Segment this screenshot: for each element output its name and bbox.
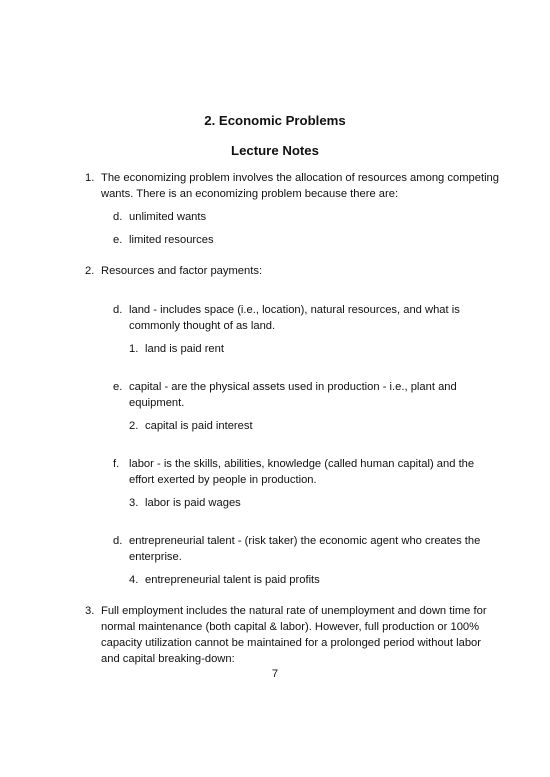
item-2-sub-4-note-marker: 4. [129, 574, 139, 586]
item-2-sub-3-note-marker: 3. [129, 497, 139, 509]
item-3-line-4: and capital breaking-down: [101, 653, 235, 665]
page-subtitle: Lecture Notes [231, 143, 319, 158]
item-2-sub-2-line-1: capital - are the physical assets used in production - i.e., plant and [129, 381, 457, 393]
item-1-sub-1-text: unlimited wants [129, 211, 207, 223]
item-1-marker: 1. [85, 172, 95, 184]
item-1-line-2: wants. There is an economizing problem because there are: [101, 188, 399, 200]
item-2-sub-3-line-1: labor - is the skills, abilities, knowledge (called human capital) and the [129, 458, 475, 470]
item-2-sub-2-marker: e. [113, 381, 123, 393]
item-2-sub-1-line-1: land - includes space (i.e., location), natural resources, and what is [129, 304, 460, 316]
item-1-sub-2-text: limited resources [129, 234, 214, 246]
item-3-line-3: capacity utilization cannot be maintained for a prolonged period without labor [101, 637, 481, 649]
item-2-sub-1-line-2: commonly thought of as land. [129, 320, 276, 332]
page-title: 2. Economic Problems [204, 113, 346, 128]
item-2-sub-2-note-marker: 2. [129, 420, 139, 432]
item-1-sub-1-marker: d. [113, 211, 123, 223]
item-2-sub-4-marker: d. [113, 535, 123, 547]
item-2-sub-4-line-2: enterprise. [129, 551, 182, 563]
item-3-line-1: Full employment includes the natural rate of unemployment and down time for [101, 605, 487, 617]
item-3-line-2: normal maintenance (both capital & labor). However, full production or 100% [101, 621, 480, 633]
item-2-sub-1-note-marker: 1. [129, 343, 139, 355]
item-1-sub-2-marker: e. [113, 234, 123, 246]
page-number: 7 [271, 668, 279, 680]
item-2-sub-4-line-1: entrepreneurial talent - (risk taker) the economic agent who creates the [129, 535, 481, 547]
item-2-sub-3-line-2: effort exerted by people in production. [129, 474, 317, 486]
item-2-sub-1-note: land is paid rent [145, 343, 224, 355]
item-2-marker: 2. [85, 265, 95, 277]
item-2-sub-3-note: labor is paid wages [145, 497, 241, 509]
item-3-marker: 3. [85, 605, 95, 617]
item-1-line-1: The economizing problem involves the allocation of resources among competing [101, 172, 499, 184]
item-2-sub-2-line-2: equipment. [129, 397, 185, 409]
item-2-sub-3-marker: f. [113, 458, 120, 470]
item-2-sub-4-note: entrepreneurial talent is paid profits [145, 574, 320, 586]
item-2-sub-2-note: capital is paid interest [145, 420, 253, 432]
item-2-sub-1-marker: d. [113, 304, 123, 316]
item-2-text: Resources and factor payments: [101, 265, 263, 277]
